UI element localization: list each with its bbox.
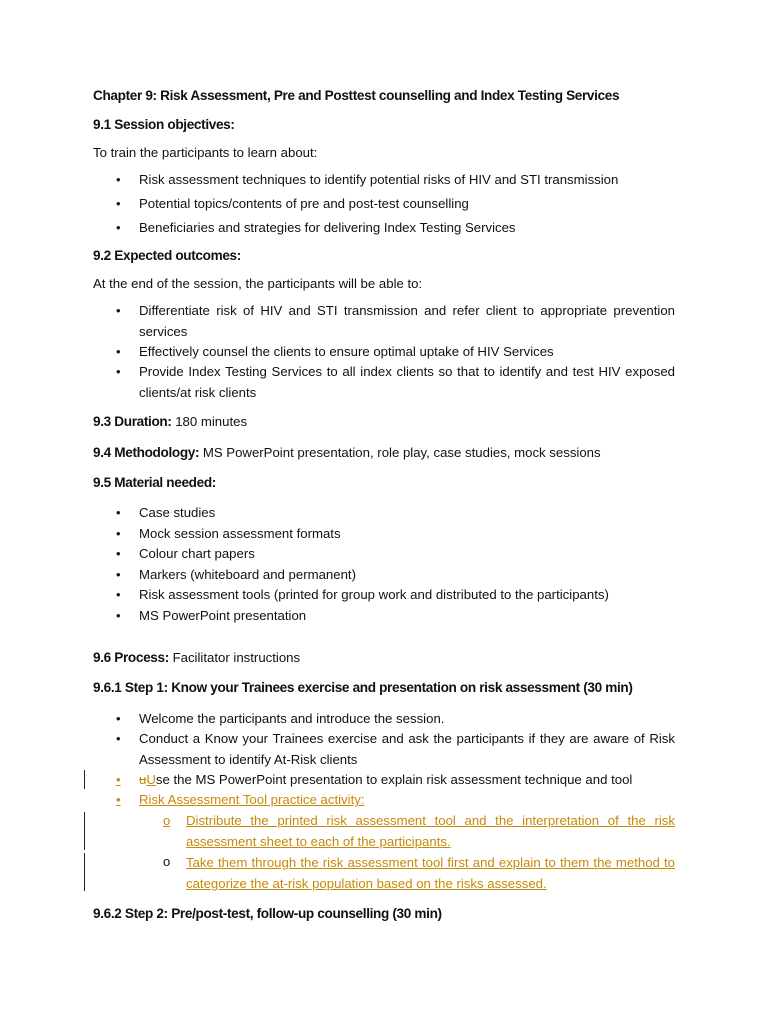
section-9-4 [93,445,601,461]
change-bar [84,853,85,891]
deleted-text: u [139,772,147,787]
list-item-tracked [139,772,632,788]
section-9-6 [93,650,300,666]
change-bar [84,770,85,789]
bullet-icon: • [116,587,121,602]
bullet-icon: • [116,608,121,623]
bullet-icon: • [116,364,121,379]
list-item: Potential topics/contents of pre and post-test counselling [139,196,469,211]
section-9-2-intro: At the end of the session, the participants will be able to: [93,276,423,291]
bullet-icon: • [116,303,121,318]
bullet-icon: • [116,772,121,787]
bullet-icon: • [116,505,121,520]
section-9-6-2-heading: 9.6.2 Step 2: Pre/post-test, follow-up counselling (30 min) [93,906,442,921]
list-item: Colour chart papers [139,546,255,561]
list-item: Mock session assessment formats [139,526,341,541]
chapter-title: Chapter 9: Risk Assessment, Pre and Posttest counselling and Index Testing Services [93,88,620,103]
section-9-1-heading: 9.1 Session objectives: [93,117,235,132]
section-9-6-value: Facilitator instructions [172,650,301,665]
list-item: Provide Index Testing Services to all index clients so that to identify and test HIV exposed clients/at risk clients [139,364,675,400]
list-item: Markers (whiteboard and permanent) [139,567,356,582]
list-item: MS PowerPoint presentation [139,608,307,623]
bullet-icon: • [116,220,121,235]
bullet-icon: • [116,711,121,726]
list-item: Case studies [139,505,216,520]
section-9-4-label: 9.4 Methodology: [93,445,200,460]
bullet-icon: • [116,567,121,582]
section-9-3-value: 180 minutes [175,414,248,429]
section-9-4-value: MS PowerPoint presentation, role play, case studies, mock sessions [202,445,601,460]
section-9-5-heading: 9.5 Material needed: [93,475,216,490]
bullet-icon: • [116,731,121,746]
section-9-2-heading: 9.2 Expected outcomes: [93,248,241,263]
list-item-text: se the MS PowerPoint presentation to explain risk assessment technique and tool [155,772,633,787]
section-9-6-1-heading: 9.6.1 Step 1: Know your Trainees exercise and presentation on risk assessment (30 min) [93,680,633,695]
bullet-icon: • [116,172,121,187]
list-item: Effectively counsel the clients to ensure optimal uptake of HIV Services [139,344,554,359]
bullet-icon: • [116,526,121,541]
section-9-3 [93,414,247,430]
list-item: Beneficiaries and strategies for delivering Index Testing Services [139,220,516,235]
sub-list-item: Distribute the printed risk assessment tool and the interpretation of the risk assessment sheet to each of the participants. [186,813,675,849]
list-item-tracked: Risk Assessment Tool practice activity: [139,792,365,807]
list-item: Differentiate risk of HIV and STI transmission and refer client to appropriate prevention services [139,303,675,339]
bullet-icon: • [116,792,121,807]
sub-list-item: Take them through the risk assessment tool first and explain to them the method to categorize the at-risk population based on the risks assessed. [186,855,675,891]
inserted-text: U [146,772,156,787]
sub-bullet-icon: o [163,854,171,869]
sub-bullet-icon: o [163,813,171,828]
list-item: Conduct a Know your Trainees exercise and ask the participants if they are aware of Risk Assessment to identify At-Risk clients [139,731,675,767]
section-9-1-intro: To train the participants to learn about: [93,145,318,160]
section-9-3-label: 9.3 Duration: [93,414,172,429]
bullet-icon: • [116,344,121,359]
list-item: Risk assessment techniques to identify potential risks of HIV and STI transmission [139,172,619,187]
bullet-icon: • [116,546,121,561]
list-item: Welcome the participants and introduce the session. [139,711,445,726]
list-item: Risk assessment tools (printed for group work and distributed to the participants) [139,587,609,602]
change-bar [84,812,85,850]
bullet-icon: • [116,196,121,211]
section-9-6-label: 9.6 Process: [93,650,169,665]
